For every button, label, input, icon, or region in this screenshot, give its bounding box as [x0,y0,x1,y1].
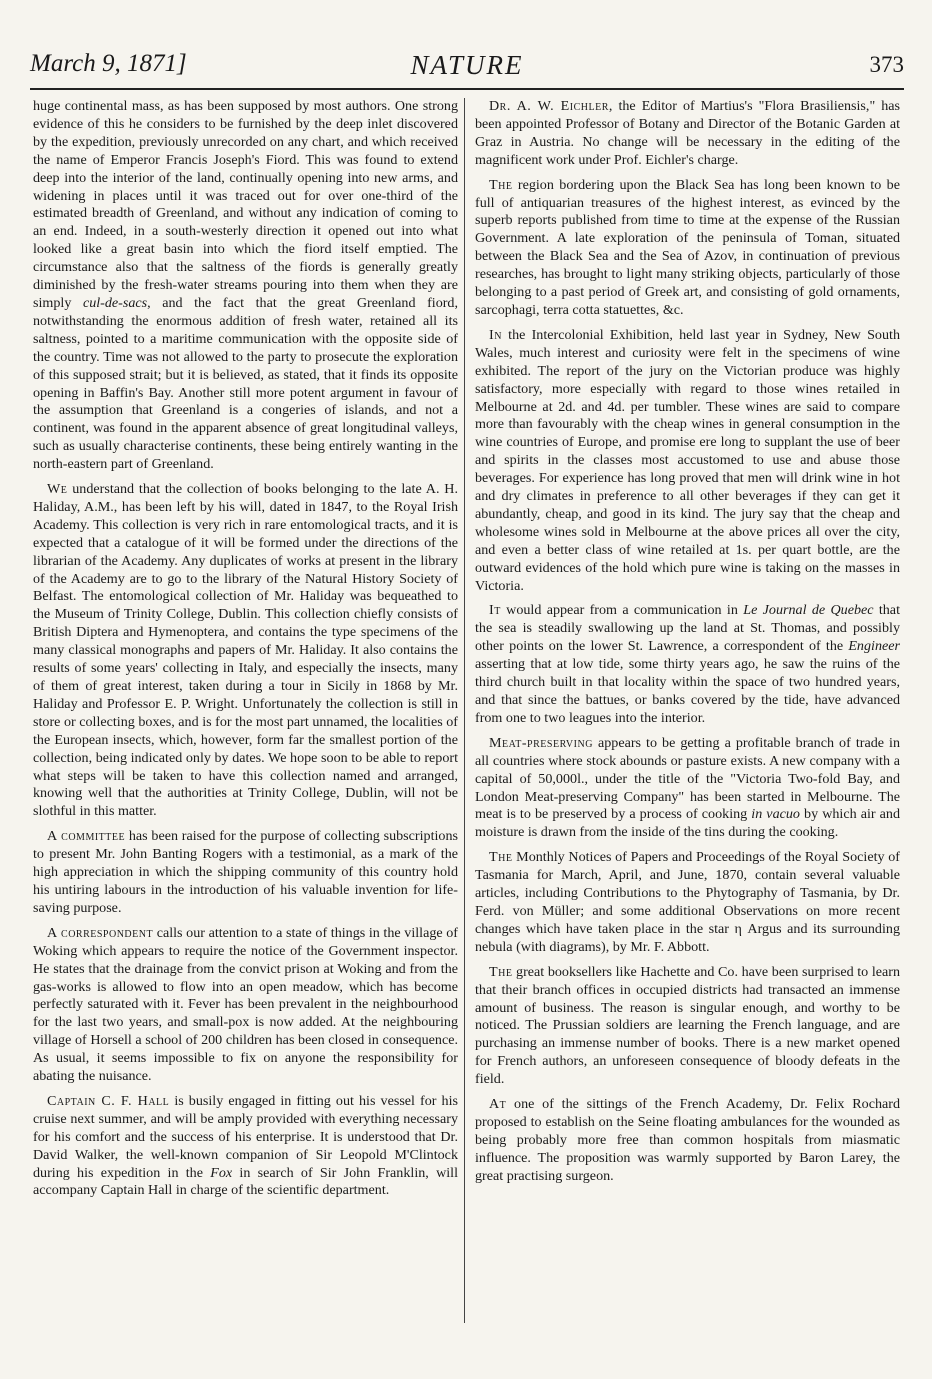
paragraph-tasmania: The Monthly Notices of Papers and Proceedings of the Royal Society of Tasmania for March, April, and June, 1870, contain several valuable articles, including Contributions to the Phytography of Tasmania, by Dr. Ferd. von Müller; and some additional Observations on more recent changes which have taken place in the star η Argus and its surrounding nebula (with diagrams), by Mr. F. Abbott. [475,849,900,955]
column-divider [464,98,465,1323]
header-rule [30,88,904,90]
paragraph-ambulances: At one of the sittings of the French Academy, Dr. Felix Rochard proposed to establish on the Seine floating ambulances for the wounded as being probably more free than common hospitals from miasmatic influence. The proposition was warmly supported by Baron Larey, the great practising surgeon. [475,1096,900,1184]
paragraph-captain-hall: Captain C. F. Hall is busily engaged in fitting out his vessel for his cruise next summer, and will be amply provided with everything necessary for his comfort and the success of his enterprise. It is understood that Dr. David Walker, the well-known companion of Sir Leopold M'Clintock during his expedition in the Fox in search of Sir John Franklin, will accompany Captain Hall in charge of the scientific department. [33,1092,458,1199]
paragraph-woking: A correspondent calls our attention to a state of things in the village of Woking which appears to require the notice of the Government inspector. He states that the drainage from the convict prison at Woking and from the gas-works is allowed to flow into an open meadow, which has become perfectly saturated with it. Fever has been prevalent in the neighbourhood for the last two years, and small-pox is now added. At the neighbouring village of Horsell a school of 200 children has been closed in consequence. As usual, it seems impossible to fix on anyone the responsibility for abating the nuisance. [33,924,458,1085]
paragraph-committee: A committee has been raised for the purpose of collecting subscriptions to present Mr. John Banting Rogers with a testimonial, as a mark of the high appreciation in which the shipping community of this country hold his untiring labours in the introduction of his valuable invention for life-saving purpose. [33,828,458,916]
paragraph-haliday: We understand that the collection of books belonging to the late A. H. Haliday, A.M., has been left by his will, dated in 1847, to the Royal Irish Academy. This collection is very rich in rare entomological tracts, and it is expected that a catalogue of it will be formed under the directions of the librarian of the Academy. Any duplicates of works at present in the library of the Academy are to go to the library of the Natural History Society of Belfast. The entomological collection of Mr. Haliday was bequeathed to the Museum of Trinity College, Dublin. This collection chiefly consists of British Diptera and Hymenoptera, and contains the type specimens of the many classical monographs and papers of Mr. Haliday. It also contains the results of some years' collecting in Italy, and especially the insects, many of them of great interest, taken during a tour in Sicily in 1868 by Mr. Haliday and Professor E. P. Wright. Unfortunately the collection is still in store or collecting boxes, and is for the most part unnamed, the localities of the European insects, which, however, form far the smallest portion of the collection, being indicated only by dates. We hope soon to be able to report what steps will be taken to have this collection named and arranged, knowing well that the authorities at Trinity College, Dublin, will not be slothful in this matter. [33,481,458,820]
paragraph-black-sea: The region bordering upon the Black Sea has long been known to be full of antiquarian treasures of the highest interest, as evinced by the superb reports published from time to time at the expense of the Russian Government. A late exploration of the peninsula of Toman, situated between the Black Sea and the Sea of Azov, in continuation of previous researches, has brought to light many striking objects, particularly of those belonging to a past period of Greek art, and consisting of gold ornaments, sarcophagi, terra cotta statuettes, &c. [475,176,900,318]
issue-date: March 9, 1871] [30,50,187,77]
left-column [33,98,458,1207]
paragraph-eichler: Dr. A. W. Eichler, the Editor of Martius's "Flora Brasiliensis," has been appointed Professor of Botany and Director of the Botanic Garden at Graz in Austria. No change will be necessary in the editing of the magnificent work under Prof. Eichler's charge. [475,98,901,168]
paragraph-st-lawrence: It would appear from a communication in Le Journal de Quebec that the sea is steadily swallowing up the land at St. Thomas, and possibly other points on the lower St. Lawrence, a correspondent of the Engineer asserting that at low tide, some thirty years ago, he saw the ruins of the third church built in that locality within the space of two hundred years, and that since the battues, or banks covered by the tide, have advanced from one to two leagues into the interior. [475,602,900,726]
journal-title: NATURE [410,50,524,80]
paragraph-wine: In the Intercolonial Exhibition, held last year in Sydney, New South Wales, much interest and curiosity were felt in the specimens of wine exhibited. The report of the jury on the Victorian produce was highly satisfactory, more especially with regard to those wines retailed in Melbourne at 2d. and 4d. per tumbler. These wines are said to compare more than favourably with the cheap wines in general consumption in the wine countries of Europe, and promise ere long to supplant the use of beer and spirits in the classes most accustomed to use and abuse those beverages. For experience has long proved that men will drink wine in hot and dry climates in preference to all other beverages if they can get it abundantly, cheap, and good in its kind. The jury say that the cheap and wholesome wines sold in Melbourne at the above prices all over the city, and even a better class of wine retailed at 1s. per quart bottle, are the outward evidences of the hold which pure wine is taking on the masses in Victoria. [475,326,900,594]
page-number: 373 [869,52,904,77]
right-column [475,98,900,1193]
page-header [30,50,904,86]
paragraph-greenland: huge continental mass, as has been supposed by most authors. One strong evidence of this he considers to be furnished by the deep inlet discovered by the expedition, previously unrecorded on any chart, and which received the name of Emperor Francis Joseph's Fiord. This was found to extend deep into the interior of the land, continually opening into new arms, and widening in places until it was traced out for over one-third of the estimated breadth of Greenland, and without any indication of coming to an end. Indeed, in a south-westerly direction it opened out into what looked like a great basin into which the fiord itself emptied. The circumstance also that the saltness of the fiords is generally greatly diminished by the fresh-water streams pouring into them when they are simply cul-de-sacs, and the fact that the great Greenland fiord, notwithstanding the enormous addition of fresh water, retained all its saltness, pointed to a maritime communication with the opposite side of the country. Time was not allowed to the party to prosecute the exploration of this supposed strait; but it is believed, as stated, that it finds its opposite opening in Baffin's Bay. Another still more potent argument in favour of the assumption that Greenland is a congeries of islands, and not a continent, was found in the apparent absence of great longitudinal valleys, such as usually characterise continents, these being entirely wanting in the north-eastern part of Greenland. [33,98,459,473]
paragraph-meat-preserving: Meat-preserving appears to be getting a profitable branch of trade in all countries where stock abounds or pasture exists. A new company with a capital of 50,000l., under the title of the "Victoria Two-fold Bay, and London Meat-preserving Company" has been started in Melbourne. The meat is to be preserved by a process of cooking in vacuo by which air and moisture is drawn from the inside of the tins during the cooking. [475,734,900,841]
paragraph-booksellers: The great booksellers like Hachette and Co. have been surprised to learn that their branch offices in occupied districts had transacted an immense amount of business. The reason is singular enough, and worthy to be noticed. The Prussian soldiers are learning the French language, and are purchasing an immense number of books. There is a new market opened for French authors, an unforeseen consequence of bloody defeats in the field. [475,963,900,1088]
